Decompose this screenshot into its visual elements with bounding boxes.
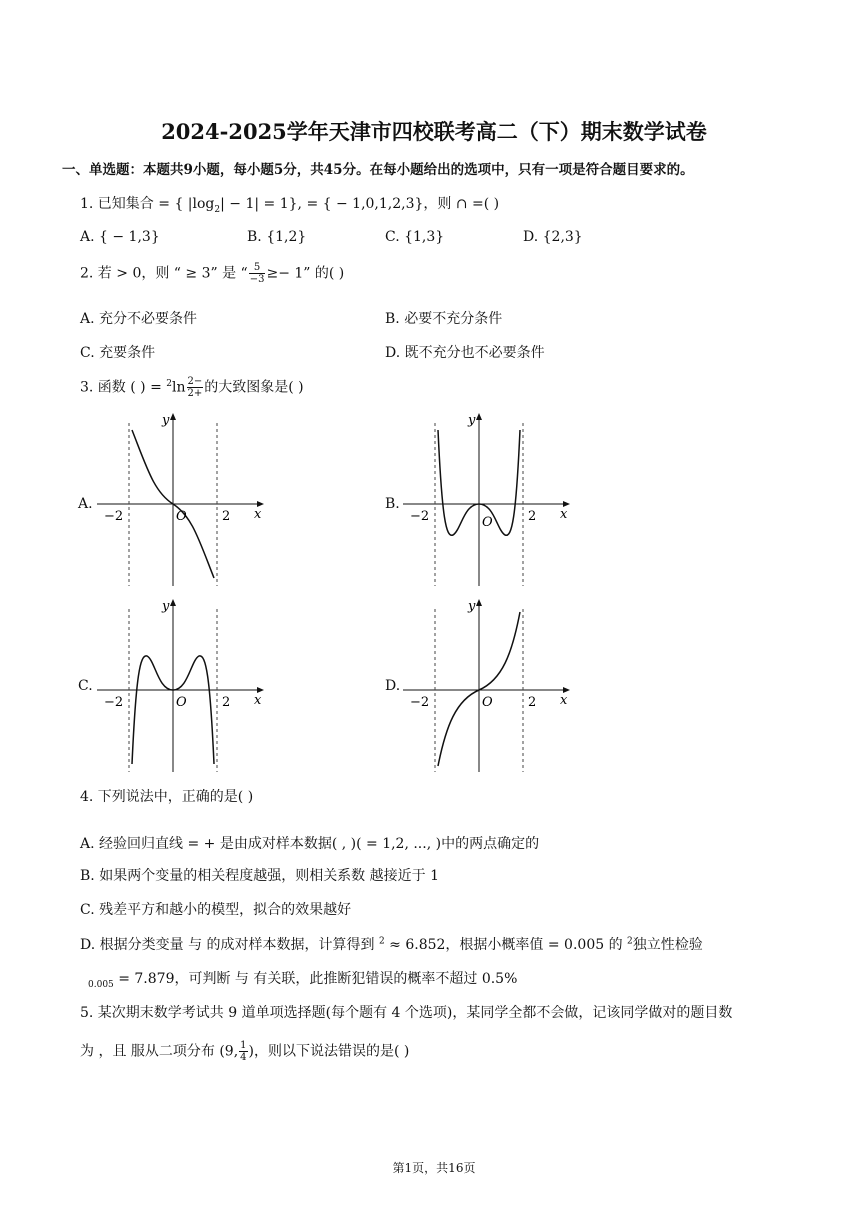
q2-fraction (249, 262, 266, 285)
q5-frac-den: 4 (240, 1052, 247, 1063)
graph-a-pos-tick: 2 (222, 509, 231, 524)
question-3-stem (80, 376, 304, 399)
q3-frac-den: 2+ (187, 388, 203, 399)
graph-c-neg-tick: −2 (104, 695, 124, 710)
q3-option-a-label: A. (78, 496, 93, 512)
graph-c (92, 594, 272, 774)
graph-d-neg-tick: −2 (410, 695, 430, 710)
q1-stem-rest: | − 1| = 1}, = { − 1,0,1,2,3}，则 ∩ =( ) (220, 196, 500, 212)
graph-a-neg-tick: −2 (104, 509, 124, 524)
graph-d (398, 594, 578, 774)
graph-b-y-label: y (468, 413, 476, 428)
q4-option-d-line1 (80, 934, 703, 954)
graph-b-x-label: x (560, 507, 568, 522)
q3-stem-rest: 的大致图象是( ) (204, 379, 304, 396)
q1-option-d: D. {2,3} (523, 229, 583, 245)
q4-d-text-c: 独立性检验 (632, 937, 703, 953)
graph-d-x-label: x (560, 693, 568, 708)
question-2-stem (80, 262, 344, 285)
q3-option-b-label: B. (385, 496, 400, 512)
graph-b-neg-tick: −2 (410, 509, 430, 524)
q2-option-c: C. 充要条件 (80, 345, 156, 361)
graph-a-x-label: x (254, 507, 262, 522)
q2-frac-num: 5 (249, 262, 266, 274)
q5-fraction (239, 1040, 247, 1063)
q4-option-c: C. 残差平方和越小的模型，拟合的效果越好 (80, 902, 352, 918)
graph-b-pos-tick: 2 (528, 509, 537, 524)
q4-d-text-a: D. 根据分类变量 与 的成对样本数据，计算得到 (80, 937, 379, 953)
q4-d-text-rest: = 7.879，可判断 与 有关联，此推断犯错误的概率不超过 0.5% (113, 971, 518, 987)
q2-option-d: D. 既不充分也不必要条件 (385, 345, 545, 361)
q3-stem-sup: 2 (166, 378, 172, 389)
q5-text-b: )，则以下说法错误的是( ) (248, 1043, 410, 1060)
graph-d-origin-label: O (482, 695, 493, 710)
q4-d-sup-1: 2 (378, 936, 385, 947)
q1-option-a: A. { − 1,3} (80, 229, 160, 245)
q2-frac-den: −3 (249, 274, 265, 285)
q4-option-d-line2 (88, 968, 517, 990)
graph-b (398, 408, 578, 588)
q3-option-c-label: C. (78, 678, 93, 694)
graph-d-y-label: y (468, 599, 476, 614)
q2-stem-rest: ≥− 1” 的( ) (266, 265, 345, 282)
question-4-stem: 4. 下列说法中，正确的是( ) (80, 789, 254, 805)
graph-c-pos-tick: 2 (222, 695, 231, 710)
q5-frac-num: 1 (240, 1040, 247, 1051)
graph-c-y-label: y (162, 599, 170, 614)
graph-d-pos-tick: 2 (528, 695, 537, 710)
question-1-stem (80, 193, 499, 215)
question-5-line2 (80, 1040, 409, 1063)
graph-c-origin-label: O (176, 695, 187, 710)
q4-option-a: A. 经验回归直线 = + 是由成对样本数据( , )( = 1,2, ..., )中的两点确定的 (80, 836, 540, 852)
q2-stem-text: 2. 若 > 0，则 “ ≥ 3” 是 “ (80, 265, 248, 282)
graph-c-axes (97, 599, 264, 772)
graph-a (92, 408, 272, 588)
q3-stem-text: 3. 函数 ( ) = (80, 379, 167, 396)
q3-frac-num: 2− (187, 376, 203, 387)
q3-fraction (187, 376, 204, 399)
q1-option-c: C. {1,3} (385, 229, 445, 245)
q2-option-b: B. 必要不充分条件 (385, 311, 503, 327)
q5-text-a: 为 ，且 服从二项分布 (9, (80, 1043, 239, 1060)
q4-option-b: B. 如果两个变量的相关程度越强，则相关系数 越接近于 1 (80, 868, 439, 884)
graph-a-y-label: y (162, 413, 170, 428)
page-title: 2024-2025学年天津市四校联考高二（下）期末数学试卷 (161, 119, 707, 144)
q2-option-a: A. 充分不必要条件 (80, 311, 198, 327)
q4-d-sup-2: 2 (627, 936, 633, 947)
q1-option-b: B. {1,2} (247, 229, 307, 245)
q4-d-text-b: ≈ 6.852，根据小概率值 = 0.005 的 (384, 937, 628, 953)
section-heading: 一、单选题：本题共9小题，每小题5分，共45分。在每小题给出的选项中，只有一项是符合题目要求的。 (62, 162, 694, 178)
question-5-line1: 5. 某次期末数学考试共 9 道单项选择题(每个题有 4 个选项)，某同学全都不会做，记该同学做对的题目数 (80, 1005, 733, 1021)
graph-b-axes (403, 413, 570, 586)
graph-a-origin-label: O (176, 509, 187, 524)
q3-ln: ln (172, 379, 186, 396)
graph-b-origin-label: O (482, 515, 493, 530)
q3-option-d-label: D. (385, 678, 401, 694)
page-footer: 第1页，共16页 (392, 1161, 476, 1175)
q1-stem-subscript: 2 (214, 204, 221, 215)
graph-c-x-label: x (254, 693, 262, 708)
q1-stem-text: 1. 已知集合 = { |log (80, 196, 215, 212)
q4-d-subscript: 0.005 (88, 979, 114, 990)
graph-a-axes (97, 413, 264, 586)
